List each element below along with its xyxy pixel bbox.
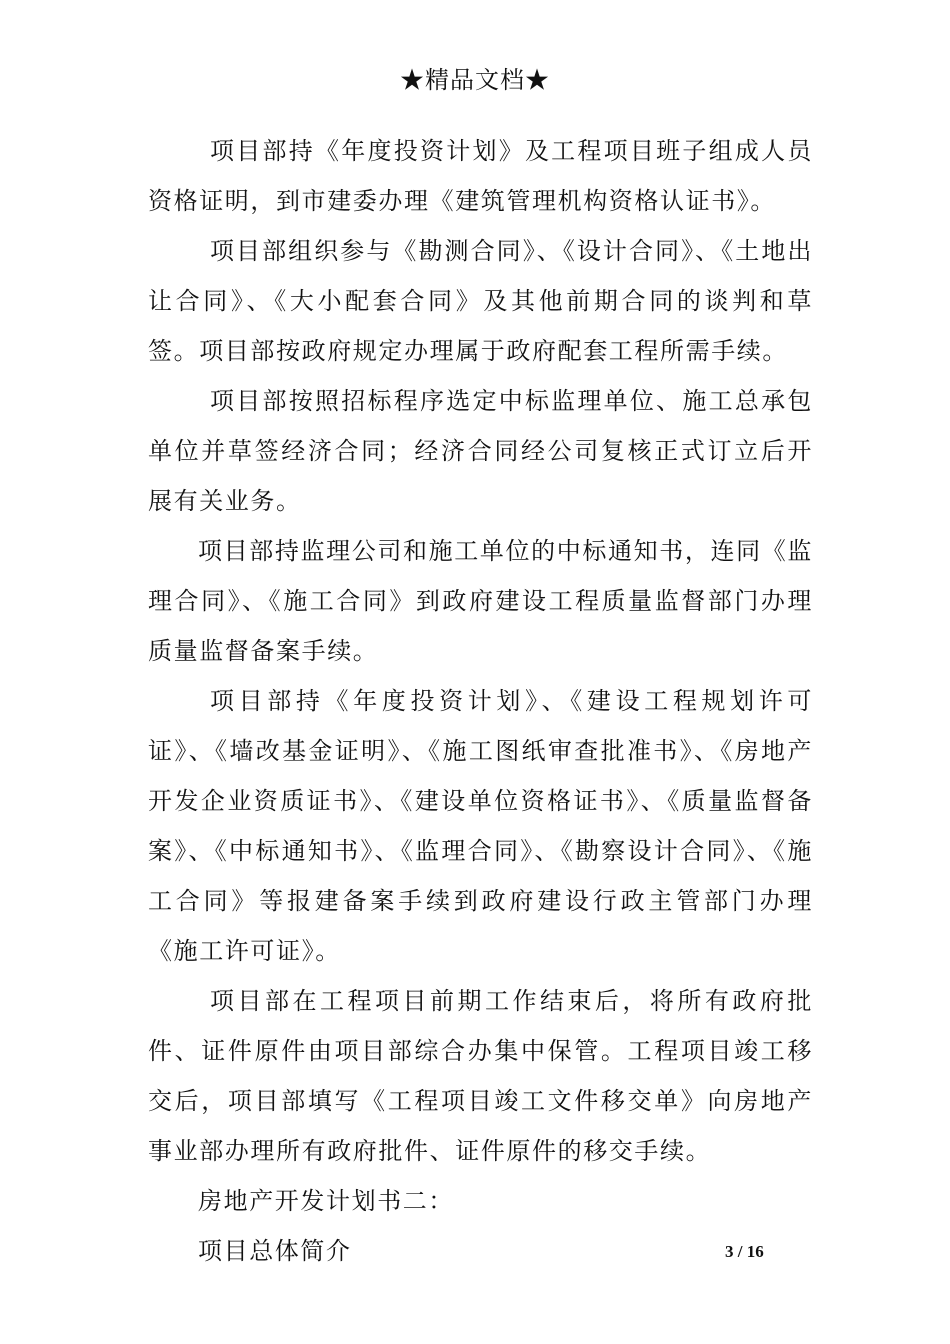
page-header: ★精品文档★ — [400, 66, 550, 94]
paragraph-bidding: 项目部按照招标程序选定中标监理单位、施工总承包单位并草签经济合同；经济合同经公司复核正式订立后开展有关业务。 — [148, 387, 813, 515]
paragraph-qualification: 项目部持《年度投资计划》及工程项目班子组成人员资格证明，到市建委办理《建筑管理机构资格认证书》。 — [148, 137, 813, 215]
section-heading-plan-two: 房地产开发计划书二： — [198, 1187, 454, 1215]
section-heading-overview: 项目总体简介 — [198, 1237, 352, 1265]
paragraph-contracts: 项目部组织参与《勘测合同》、《设计合同》、《土地出让合同》、《大小配套合同》及其他前期合同的谈判和草签。项目部按政府规定办理属于政府配套工程所需手续。 — [148, 237, 813, 365]
page-number: 3 / 16 — [725, 1242, 764, 1261]
paragraph-quality-supervision: 项目部持监理公司和施工单位的中标通知书，连同《监理合同》、《施工合同》到政府建设工程质量监督部门办理质量监督备案手续。 — [148, 537, 813, 665]
paragraph-document-custody: 项目部在工程项目前期工作结束后，将所有政府批件、证件原件由项目部综合办集中保管。工程项目竣工移交后，项目部填写《工程项目竣工文件移交单》向房地产事业部办理所有政府批件、证件原件的移交手续。 — [148, 987, 813, 1165]
document-body — [148, 126, 813, 1276]
paragraph-construction-permit: 项目部持《年度投资计划》、《建设工程规划许可证》、《墙改基金证明》、《施工图纸审查批准书》、《房地产开发企业资质证书》、《建设单位资格证书》、《质量监督备案》、《中标通知书》、《监理合同》、《勘察设计合同》、《施工合同》等报建备案手续到政府建设行政主管部门办理《施工许可证》。 — [148, 687, 813, 965]
